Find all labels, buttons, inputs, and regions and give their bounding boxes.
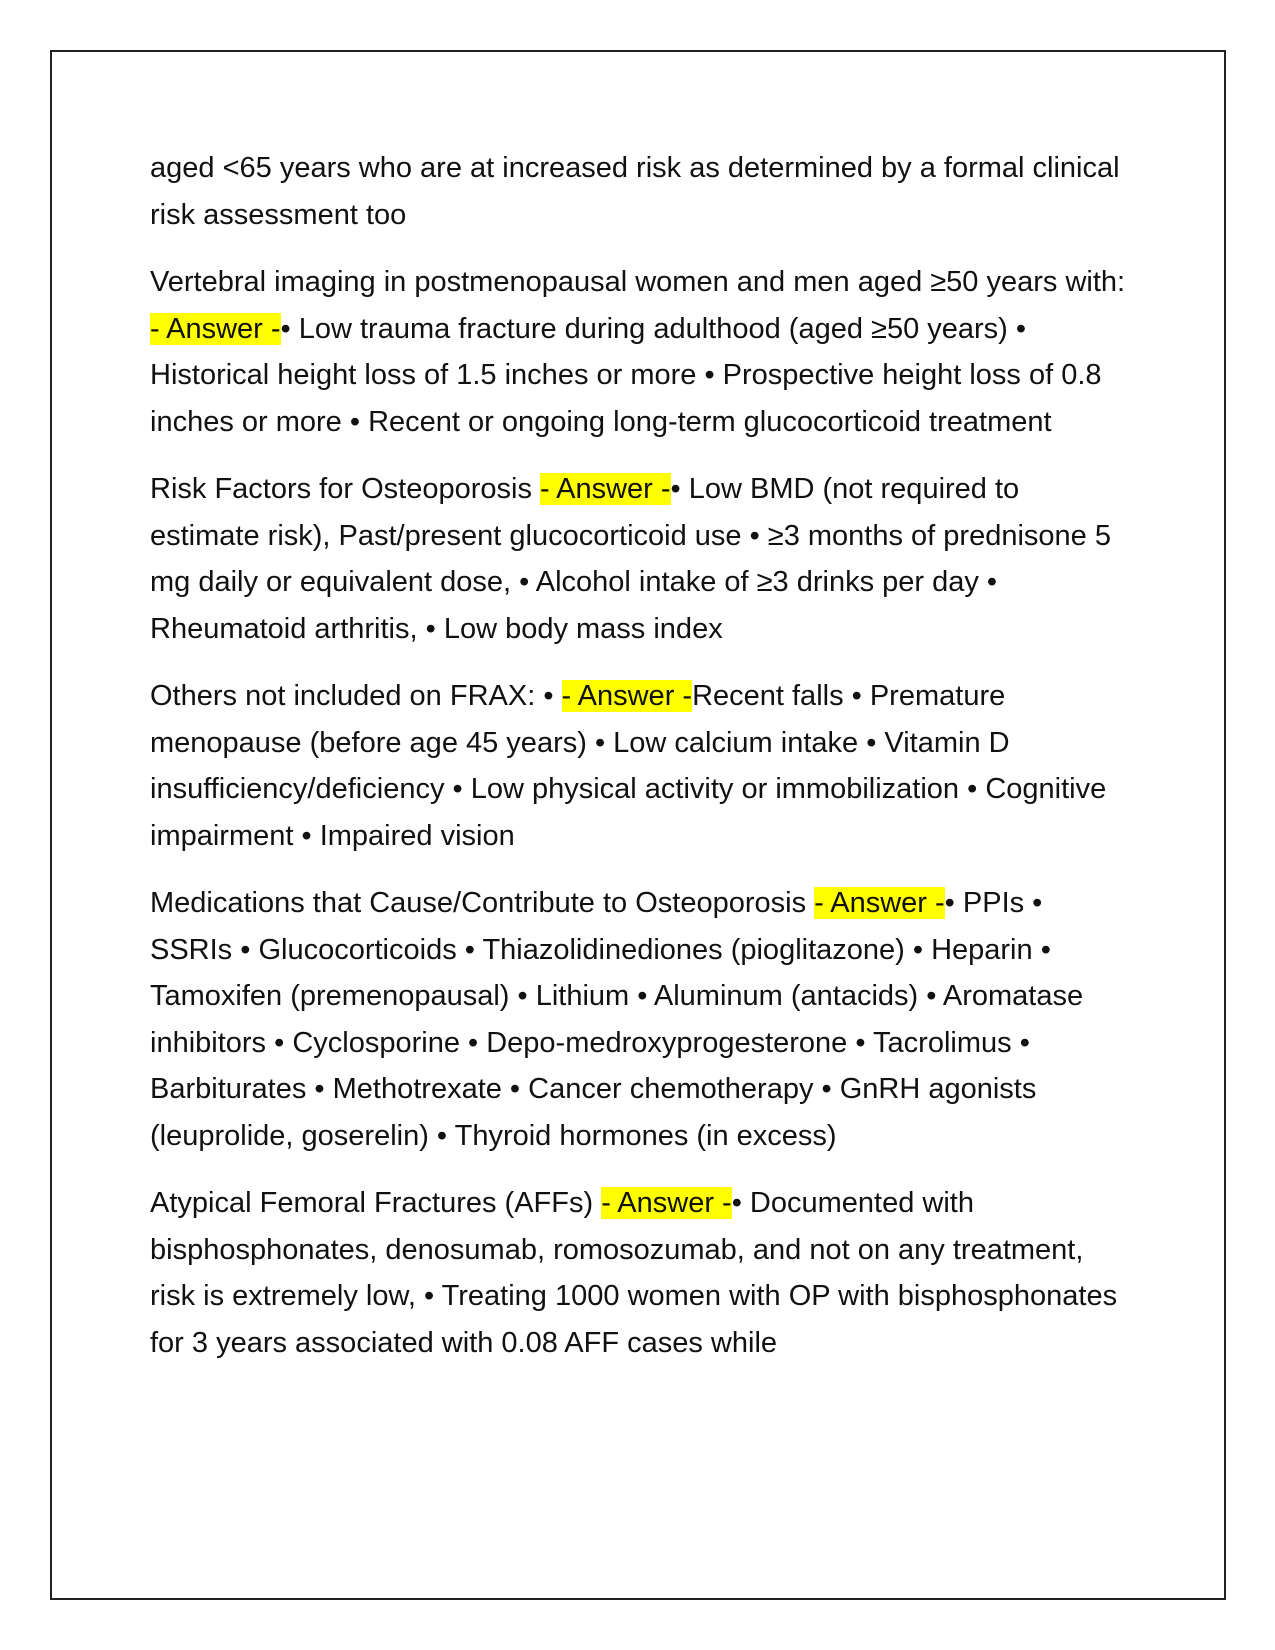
question-text: Atypical Femoral Fractures (AFFs) (150, 1187, 602, 1219)
answer-marker: - Answer - (601, 1187, 732, 1219)
answer-text: Recent falls • Premature menopause (before age 45 years) • Low calcium intake • Vitamin D insufficiency/deficiency • Low physical activity or immobilization • Cognitive impairment • Impaired vision (150, 680, 1107, 852)
paragraph-vertebral-imaging (150, 259, 1130, 445)
answer-marker: - Answer - (814, 887, 945, 919)
answer-text: • Low BMD (not required to estimate risk), Past/present glucocorticoid use • ≥3 months of prednisone 5 mg daily or equivalent dose, • Alcohol intake of ≥3 drinks per day • Rheumatoid arthritis, • Low body mass index (150, 473, 1111, 645)
question-text: Vertebral imaging in postmenopausal women and men aged ≥50 years with: (150, 266, 1126, 298)
paragraph-others-not-on-frax (150, 673, 1130, 859)
answer-marker: - Answer - (561, 680, 693, 712)
answer-marker: - Answer - (150, 312, 281, 345)
question-text: Risk Factors for Osteoporosis (150, 473, 540, 505)
paragraph-text: aged <65 years who are at increased risk as determined by a formal clinical risk assessment too (150, 152, 1120, 231)
question-text: Others not included on FRAX: • (150, 680, 562, 712)
paragraph-medications (150, 880, 1130, 1159)
answer-text: • PPIs • SSRIs • Glucocorticoids • Thiazolidinediones (pioglitazone) • Heparin • Tamoxifen (premenopausal) • Lithium • Aluminum (antacids) • Aromatase inhibitors • Cyclosporine • Depo-medroxyprogesterone • Tacrolimus • Barbiturates • Methotrexate • Cancer chemotherapy • GnRH agonists (leuprolide, goserelin) • Thyroid hormones (in excess) (150, 887, 1084, 1152)
question-text: Medications that Cause/Contribute to Osteoporosis (150, 887, 815, 919)
document-body (150, 145, 1130, 1387)
paragraph-continuation (150, 145, 1130, 238)
paragraph-atypical-femoral-fractures (150, 1180, 1130, 1366)
paragraph-risk-factors (150, 466, 1130, 652)
answer-text: • Documented with bisphosphonates, denosumab, romosozumab, and not on any treatment, risk is extremely low, • Treating 1000 women with OP with bisphosphonates for 3 years associated with 0.08 AFF cases while (150, 1187, 1118, 1359)
answer-marker: - Answer - (540, 473, 671, 505)
answer-text: • Low trauma fracture during adulthood (aged ≥50 years) • Historical height loss of 1.5 inches or more • Prospective height loss of 0.8 inches or more • Recent or ongoing long-term glucocorticoid treatment (150, 312, 1102, 438)
